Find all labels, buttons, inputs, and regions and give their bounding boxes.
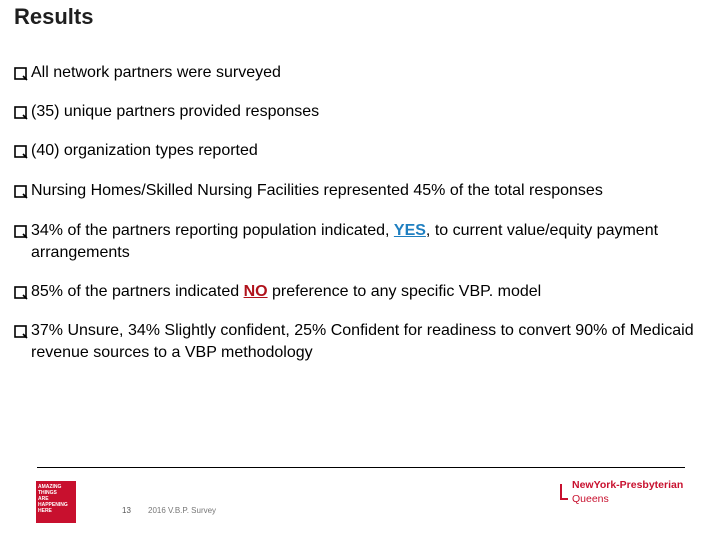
bullet-text: All network partners were surveyed: [31, 64, 281, 81]
checkbox-bullet-icon: [14, 220, 30, 242]
org-name: NewYork-Presbyterian: [572, 479, 684, 491]
checkbox-bullet-icon: [14, 140, 30, 162]
bullet-item: [14, 101, 704, 123]
page-number: 13: [122, 506, 131, 515]
survey-label: 2016 V.B.P. Survey: [148, 506, 217, 515]
yes-highlight: YES: [393, 222, 426, 239]
bullet-text: 37% Unsure, 34% Slightly confident, 25% Confident for readiness to convert 90% of Medicaid revenue sources to a VBP methodology: [31, 322, 694, 361]
nyp-bracket-icon: [560, 484, 568, 500]
checkbox-bullet-icon: [14, 62, 30, 84]
bullet-item: [14, 281, 704, 303]
checkbox-bullet-icon: [14, 281, 30, 303]
amazing-things-logo: [36, 481, 76, 523]
checkbox-bullet-icon: [14, 180, 30, 202]
bullet-text: Nursing Homes/Skilled Nursing Facilities represented 45% of the total responses: [31, 182, 603, 199]
bullet-text-before: 85% of the partners indicated: [31, 283, 244, 300]
logo-line: HERE: [38, 508, 52, 514]
bullet-text: [14, 220, 704, 264]
bullet-text-after: , to current value/equity payment arrangements: [31, 222, 659, 261]
bullet-text-before: 34% of the partners reporting population indicated,: [31, 222, 394, 239]
org-sub: Queens: [572, 493, 609, 505]
footer-divider: [37, 467, 685, 468]
nyp-queens-logo: [558, 479, 688, 509]
logo-line: AMAZING: [38, 484, 62, 490]
logo-line: HAPPENING: [38, 502, 68, 508]
bullet-item: [14, 62, 704, 84]
bullet-text: (35) unique partners provided responses: [31, 103, 320, 120]
bullet-text-after: preference to any specific VBP. model: [267, 283, 542, 300]
checkbox-bullet-icon: [14, 101, 30, 123]
bullet-item: [14, 220, 704, 264]
bullet-item: [14, 180, 704, 202]
no-highlight: NO: [243, 283, 268, 300]
logo-line: THINGS: [38, 490, 57, 496]
logo-line: ARE: [38, 496, 49, 502]
bullet-item: [14, 140, 704, 162]
bullet-text: (40) organization types reported: [31, 142, 258, 159]
checkbox-bullet-icon: [14, 320, 30, 342]
bullet-item: [14, 320, 704, 364]
bullet-text: [14, 281, 704, 303]
slide-title: Results: [14, 4, 94, 29]
